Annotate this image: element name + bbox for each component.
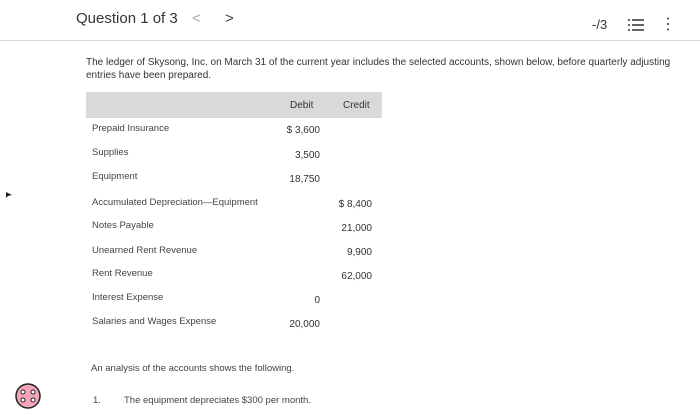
help-icon[interactable] [14, 382, 42, 410]
account-name: Supplies [92, 147, 129, 158]
debit-amount: 18,750 [289, 174, 320, 185]
account-name: Salaries and Wages Expense [92, 316, 217, 327]
debit-amount: 20,000 [289, 319, 320, 330]
credit-amount: $ 8,400 [338, 199, 372, 210]
analysis-item-text: The equipment depreciates $300 per month. [124, 395, 311, 406]
account-name: Equipment [92, 171, 138, 182]
account-name: Notes Payable [92, 220, 154, 231]
top-bar [0, 0, 700, 40]
credit-amount: 62,000 [341, 271, 372, 282]
cursor-icon [6, 192, 12, 198]
list-icon[interactable] [628, 18, 644, 32]
previous-question-button[interactable]: < [192, 10, 201, 27]
header-divider [0, 40, 700, 41]
question-label: Question 1 of 3 [76, 10, 178, 27]
account-name: Rent Revenue [92, 268, 153, 279]
account-name: Prepaid Insurance [92, 123, 170, 134]
table-header-band [86, 92, 382, 118]
debit-amount: $ 3,600 [286, 125, 320, 136]
question-intro: The ledger of Skysong, Inc. on March 31 of the current year includes the selected accounts, shown below, before quarterly adjusting entries have been prepared. [86, 57, 671, 81]
account-name: Unearned Rent Revenue [92, 245, 198, 256]
debit-amount: 0 [314, 295, 320, 306]
next-question-button[interactable]: > [225, 10, 234, 27]
credit-column-header: Credit [343, 100, 370, 111]
score-label: -/3 [592, 17, 608, 32]
analysis-text: An analysis of the accounts shows the following. [91, 363, 295, 374]
more-options-icon[interactable]: ⋮ [660, 16, 676, 33]
credit-amount: 21,000 [341, 223, 372, 234]
debit-column-header: Debit [290, 100, 314, 111]
credit-amount: 9,900 [346, 247, 372, 258]
debit-amount: 3,500 [294, 150, 320, 161]
account-name: Interest Expense [92, 292, 164, 303]
analysis-item-number: 1. [93, 395, 101, 406]
account-name: Accumulated Depreciation—Equipment [92, 197, 258, 208]
